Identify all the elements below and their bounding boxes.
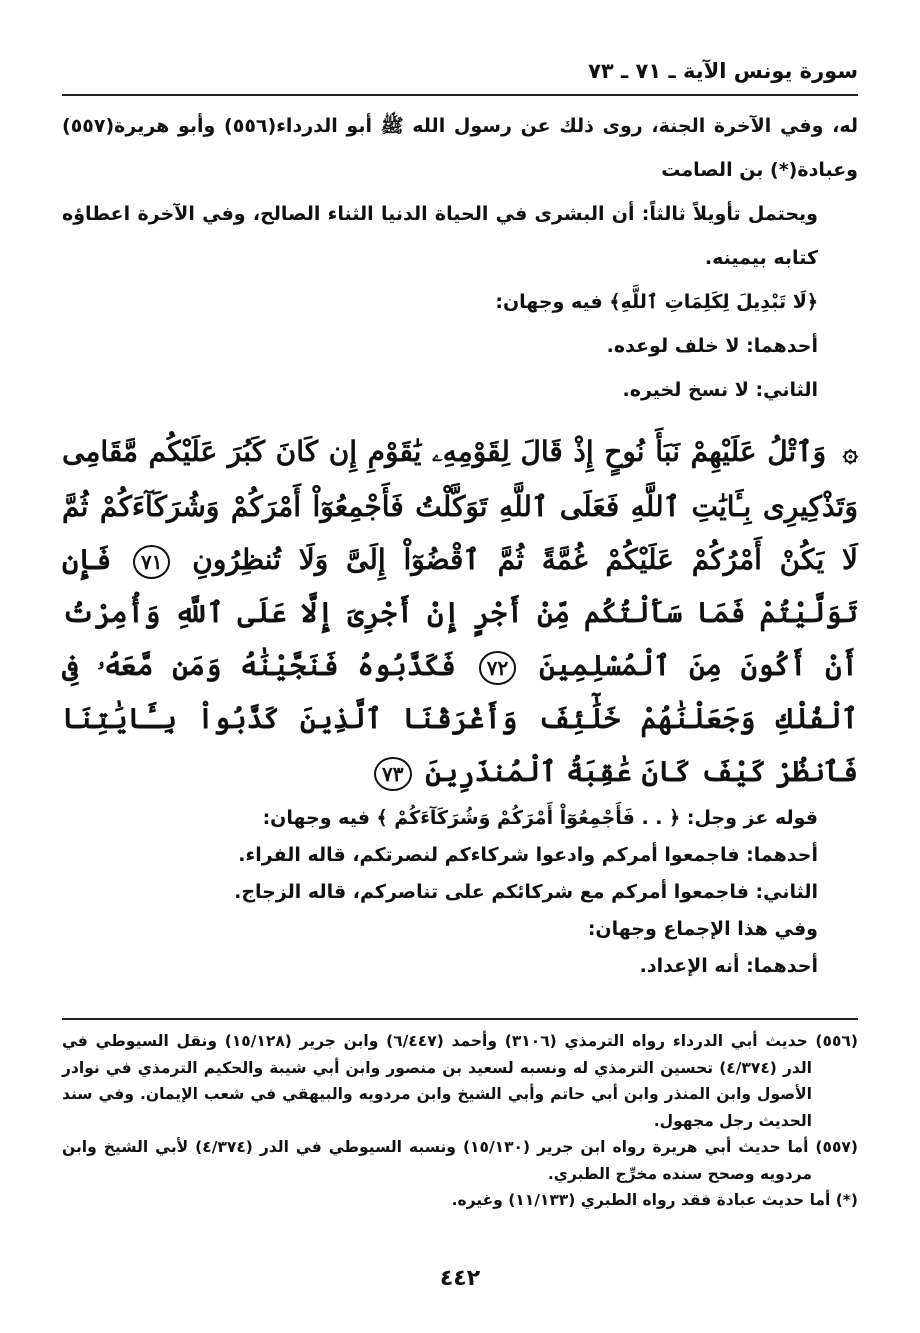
paragraph-2: ويحتمل تأويلاً ثالثاً: أن البشرى في الحياة الدنيا الثناء الصالح، وفي الآخرة اعطاؤه كتابه بيمينه. — [62, 203, 818, 269]
quote-text: لَا تَبْدِيلَ لِكَلِمَاتِ ٱللَّهِ — [620, 291, 807, 313]
quote-suffix: فيه وجهان: — [495, 291, 610, 313]
commentary-suffix: ﴾ فيه وجهان: — [262, 807, 395, 829]
commentary-line-3: الثاني: فاجمعوا أمركم مع شركائكم على تناصركم، قاله الزجاج. — [234, 881, 818, 903]
verse-73-text: فَكَذَّبُوهُ فَنَجَّيْنَٰهُ وَمَن مَّعَهُۥ فِى ٱلْفُلْكِ وَجَعَلْنَٰهُمْ خَلَٰٓئِفَ وَأَغْرَقْنَا ٱلَّذِينَ كَذَّبُواْ بِـَٔايَٰتِنَا فَٱنظُرْ كَيْفَ كَانَ عَٰقِبَةُ ٱلْمُنذَرِينَ — [62, 649, 858, 788]
verse-number-71: ٧١ — [133, 545, 170, 579]
commentary-prefix: قوله عز وجل: ﴿ . . — [634, 807, 818, 829]
commentary-line-1 — [62, 800, 858, 837]
interpretation-1: أحدهما: لا خلف لوعده. — [606, 335, 818, 357]
verse-71-text: وَٱتْلُ عَلَيْهِمْ نَبَأَ نُوحٍ إِذْ قَالَ لِقَوْمِهِۦ يَٰقَوْمِ إِن كَانَ كَبُرَ عَلَيْكُم مَّقَامِى وَتَذْكِيرِى بِـَٔايَٰتِ ٱللَّهِ فَعَلَى ٱللَّهِ تَوَكَّلْتُ فَأَجْمِعُوٓاْ أَمْرَكُمْ وَشُرَكَآءَكُمْ ثُمَّ لَا يَكُنْ أَمْرُكُمْ عَلَيْكُمْ غُمَّةً ثُمَّ ٱقْضُوٓاْ إِلَىَّ وَلَا تُنظِرُونِ — [62, 435, 858, 576]
interpretation-2: الثاني: لا نسخ لخيره. — [622, 379, 818, 401]
footnotes — [62, 1028, 858, 1214]
page-number: ٤٤٢ — [439, 1266, 481, 1291]
commentary — [62, 800, 858, 985]
quran-verse-block — [62, 425, 858, 798]
body-text — [62, 104, 858, 412]
commentary-line-4: وفي هذا الإجماع وجهان: — [587, 918, 818, 940]
quote-line — [62, 280, 858, 324]
verse-number-72: ٧٢ — [479, 651, 516, 685]
ornament-icon: ۞ — [842, 438, 859, 468]
commentary-quote: فَأَجْمِعُوٓاْ أَمْرَكُمْ وَشُرَكَآءَكُمْ — [394, 807, 635, 829]
verse-number-73: ٧٣ — [374, 757, 411, 791]
commentary-line-2: أحدهما: فاجمعوا أمركم وادعوا شركاءكم لنصرتكم، قاله الفراء. — [238, 844, 818, 866]
quote-close-bracket: ﴾ — [609, 291, 621, 313]
footnote-star: (*) أما حديث عبادة فقد رواه الطبري (١١/١٣٣) وغيره. — [451, 1191, 858, 1209]
footnote-557: (٥٥٧) أما حديث أبي هريرة رواه ابن جرير (١٥/١٣٠) ونسبه السيوطي في الدر (٤/٣٧٤) لأبي الشيخ وابن مردويه وصحح سنده مخرِّج الطبري. — [62, 1138, 858, 1183]
header-title: سورة يونس الآية ـ ٧١ ـ ٧٣ — [588, 59, 858, 83]
footnote-divider — [62, 1018, 858, 1020]
footnote-556: (٥٥٦) حديث أبي الدرداء رواه الترمذي (٣١٠٦) وأحمد (٦/٤٤٧) وابن جرير (١٥/١٢٨) ونقل السيوطي في الدر (٤/٣٧٤) تحسين الترمذي له ونسبه لسعيد بن منصور وابن أبي شيبة والحكيم الترمذي في نوادر الأصول وابن المنذر وابن أبي حاتم وأبي الشيخ وابن مردويه والبيهقي في شعب الإيمان. وفي سند الحديث رجل مجهول. — [62, 1032, 858, 1130]
verse-72-text: فَإِن تَوَلَّيْتُمْ فَمَا سَأَلْتُكُم مِّنْ أَجْرٍ إِنْ أَجْرِىَ إِلَّا عَلَى ٱللَّهِ وَأُمِرْتُ أَنْ أَكُونَ مِنَ ٱلْمُسْلِمِينَ — [62, 543, 859, 682]
running-header — [62, 52, 858, 96]
paragraph-1: له، وفي الآخرة الجنة، روى ذلك عن رسول الله ﷺ أبو الدرداء(٥٥٦) وأبو هريرة(٥٥٧) وعبادة(*) بن الصامت — [62, 115, 858, 181]
quote-open-bracket: ﴿ — [806, 291, 818, 313]
commentary-line-5: أحدهما: أنه الإعداد. — [639, 955, 818, 977]
